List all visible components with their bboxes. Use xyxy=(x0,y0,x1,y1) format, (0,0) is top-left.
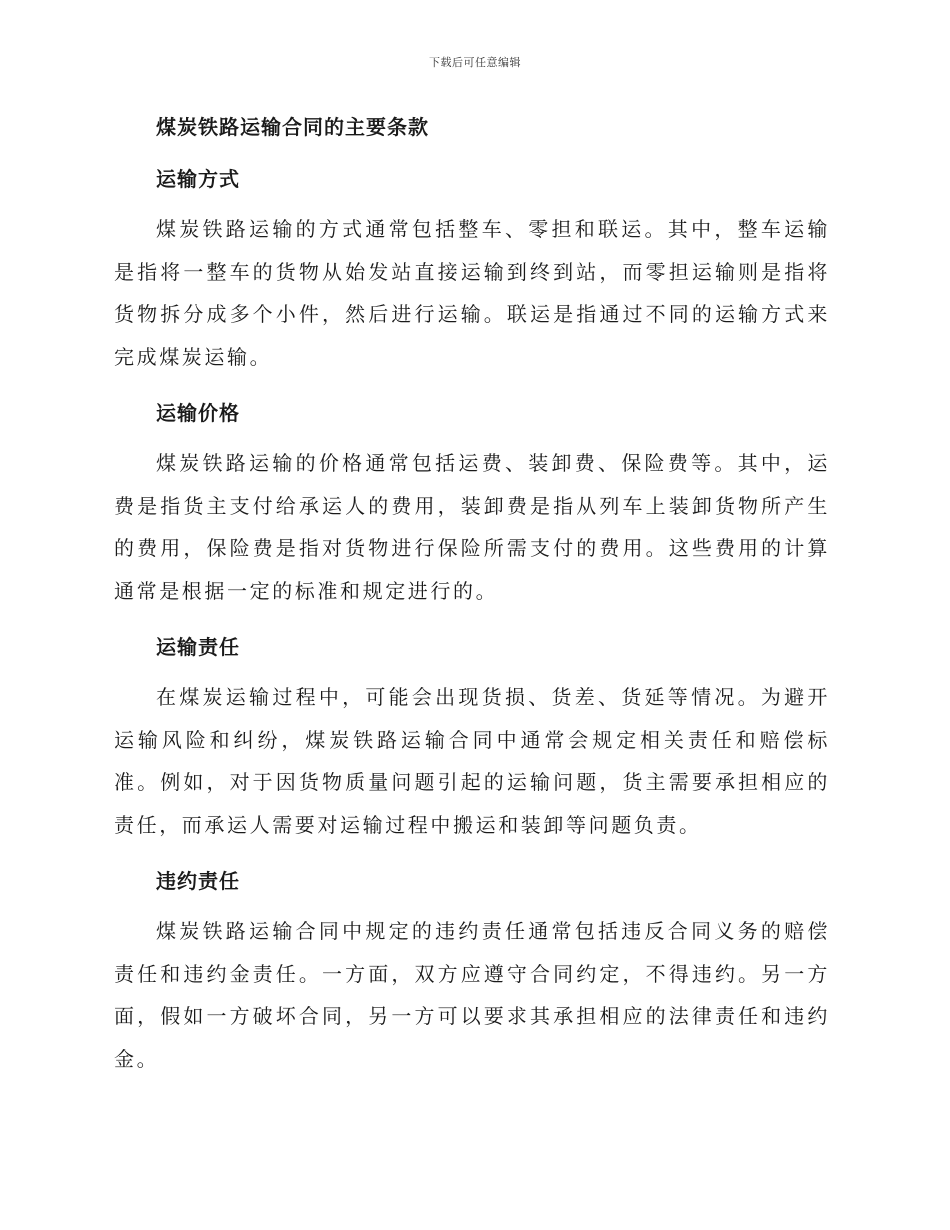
document-content xyxy=(114,110,830,1080)
section-paragraph: 煤炭铁路运输合同中规定的违约责任通常包括违反合同义务的赔偿责任和违约金责任。一方面，双方应遵守合同约定，不得违约。另一方面，假如一方破坏合同，另一方可以要求其承担相应的法律责任和违约金。 xyxy=(114,919,830,1071)
section-heading: 运输方式 xyxy=(156,167,240,191)
document-title: 煤炭铁路运输合同的主要条款 xyxy=(156,115,429,139)
section-paragraph: 煤炭铁路运输的方式通常包括整车、零担和联运。其中，整车运输是指将一整车的货物从始发站直接运输到终到站，而零担运输则是指将货物拆分成多个小件，然后进行运输。联运是指通过不同的运输方式来完成煤炭运输。 xyxy=(114,217,830,369)
section-heading: 运输责任 xyxy=(156,635,240,659)
section-paragraph: 在煤炭运输过程中，可能会出现货损、货差、货延等情况。为避开运输风险和纠纷，煤炭铁路运输合同中通常会规定相关责任和赔偿标准。例如，对于因货物质量问题引起的运输问题，货主需要承担相应的责任，而承运人需要对运输过程中搬运和装卸等问题负责。 xyxy=(114,685,830,837)
section-heading: 运输价格 xyxy=(156,401,240,425)
section-transport-method xyxy=(114,162,830,378)
page-header-note: 下载后可任意编辑 xyxy=(429,56,521,69)
section-heading: 违约责任 xyxy=(156,869,240,893)
section-paragraph: 煤炭铁路运输的价格通常包括运费、装卸费、保险费等。其中，运费是指货主支付给承运人的费用，装卸费是指从列车上装卸货物所产生的费用，保险费是指对货物进行保险所需支付的费用。这些费用的计算通常是根据一定的标准和规定进行的。 xyxy=(114,451,830,603)
section-transport-price xyxy=(114,396,830,612)
section-breach-liability xyxy=(114,864,830,1080)
section-transport-liability xyxy=(114,630,830,846)
